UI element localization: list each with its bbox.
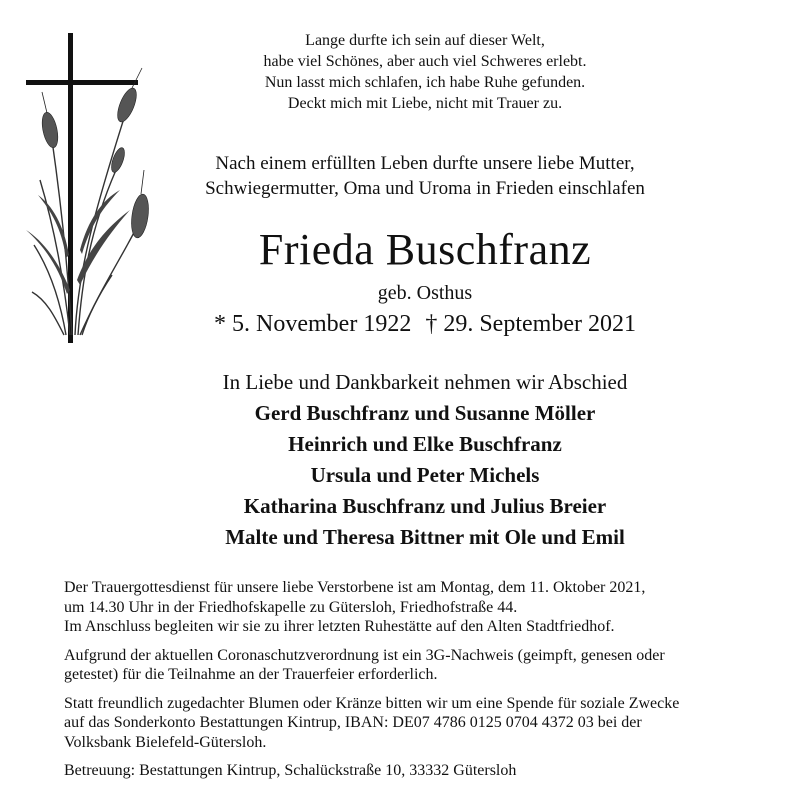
mourner: Heinrich und Elke Buschfranz [288, 432, 562, 456]
service-line: Der Trauergottesdienst für unsere liebe Verstorbene ist am Montag, dem 11. Oktober 2021, [64, 579, 646, 596]
mourners-list [150, 398, 700, 553]
donation-line: Statt freundlich zugedachter Blumen oder Kränze bitten wir um eine Spende für soziale Zwecke [64, 694, 680, 712]
donation-line: Volksbank Bielefeld-Gütersloh. [64, 733, 267, 751]
announcement-intro [150, 151, 700, 201]
intro-line: Schwiegermutter, Oma und Uroma in Frieden einschlafen [205, 178, 645, 199]
corona-line: Aufgrund der aktuellen Coronaschutzverordnung ist ein 3G-Nachweis (geimpft, genesen oder [64, 646, 665, 664]
death-date: † 29. September 2021 [425, 311, 636, 337]
service-info [64, 578, 784, 637]
poem [200, 30, 650, 114]
care-line: Betreuung: Bestattungen Kintrup, Schalückstraße 10, 33332 Gütersloh [64, 762, 517, 779]
mourner: Malte und Theresa Bittner mit Ole und Emil [225, 525, 625, 549]
corona-info [64, 646, 784, 685]
farewell-line: In Liebe und Dankbarkeit nehmen wir Abschied [222, 370, 628, 394]
life-dates [150, 309, 700, 339]
care-info [64, 761, 784, 781]
birth-date: * 5. November 1922 [214, 311, 412, 337]
poem-line: Lange durfte ich sein auf dieser Welt, [305, 32, 545, 49]
mourner: Ursula und Peter Michels [310, 463, 540, 487]
poem-line: Deckt mich mit Liebe, nicht mit Trauer zu. [287, 95, 563, 112]
deceased-name: Frieda Buschfranz [258, 225, 592, 274]
mourner: Katharina Buschfranz und Julius Breier [243, 494, 607, 518]
mourner: Gerd Buschfranz und Susanne Möller [254, 401, 596, 425]
notes [64, 578, 784, 790]
corona-line: getestet) für die Teilnahme an der Trauerfeier erforderlich. [64, 666, 438, 683]
intro-line: Nach einem erfüllten Leben durfte unsere liebe Mutter, [215, 153, 635, 174]
birth-name: geb. Osthus [377, 282, 473, 304]
service-line: Im Anschluss begleiten wir sie zu ihrer letzten Ruhestätte auf den Alten Stadtfriedhof. [64, 618, 615, 635]
poem-line: habe viel Schönes, aber auch viel Schweres erlebt. [263, 53, 587, 70]
service-line: um 14.30 Uhr in der Friedhofskapelle zu Gütersloh, Friedhofstraße 44. [64, 598, 518, 616]
donation-info [64, 694, 784, 753]
cross-with-wheat-icon [20, 30, 170, 345]
donation-line: auf das Sonderkonto Bestattungen Kintrup, IBAN: DE07 4786 0125 0704 4372 03 bei der [64, 714, 642, 731]
poem-line: Nun lasst mich schlafen, ich habe Ruhe gefunden. [264, 74, 586, 91]
